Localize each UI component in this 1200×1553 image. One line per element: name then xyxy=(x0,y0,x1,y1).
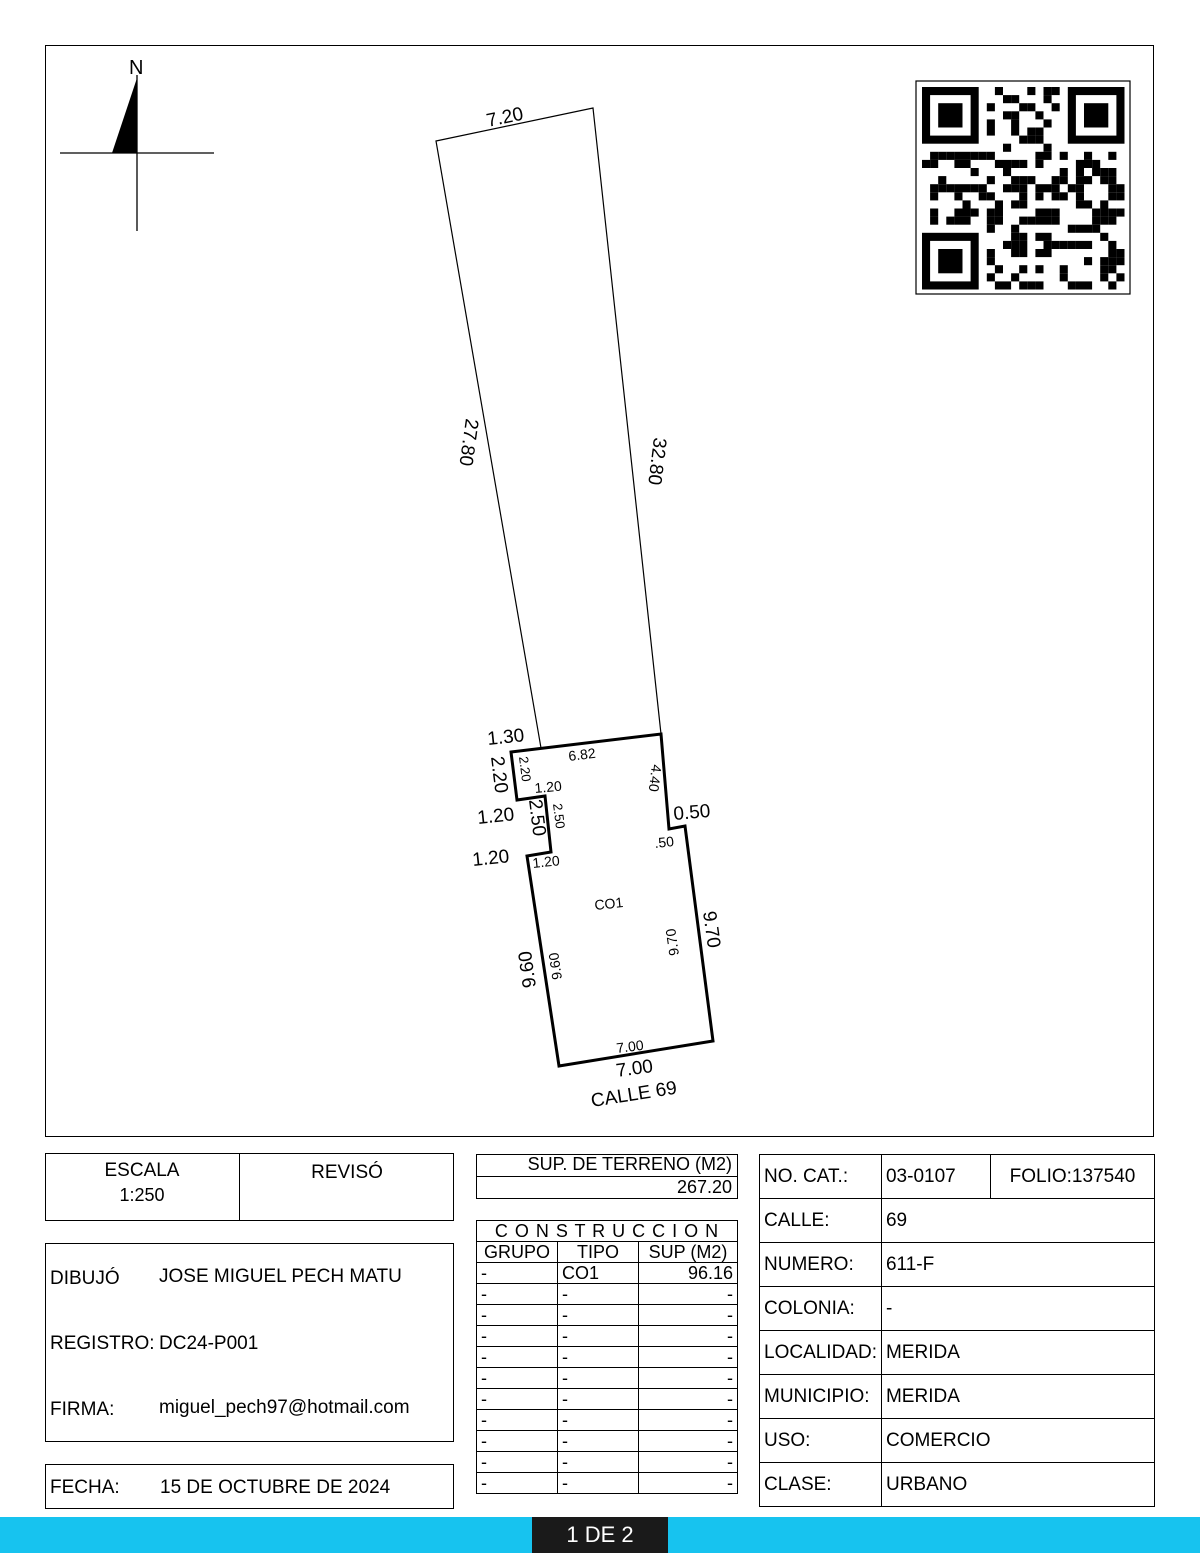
table-cell: - xyxy=(477,1347,558,1368)
dim-right-long: 32.80 xyxy=(643,436,670,487)
table-cell: - xyxy=(477,1284,558,1305)
location-value: COMERCIO xyxy=(881,1419,1154,1463)
table-cell: - xyxy=(477,1326,558,1347)
table-cell: - xyxy=(477,1389,558,1410)
location-value: - xyxy=(881,1287,1154,1331)
nocat-value: 03-0107 xyxy=(881,1155,990,1199)
north-arrow-icon xyxy=(60,75,214,231)
table-cell: - xyxy=(639,1347,738,1368)
location-rows xyxy=(760,1199,1155,1507)
firma-label: FIRMA: xyxy=(50,1399,115,1420)
dim-left-long: 27.80 xyxy=(454,417,482,468)
table-cell: - xyxy=(558,1305,639,1326)
table-cell: 96.16 xyxy=(639,1263,738,1284)
table-row xyxy=(477,1368,738,1389)
location-row xyxy=(760,1331,1155,1375)
table-cell: - xyxy=(639,1410,738,1431)
table-cell: - xyxy=(558,1368,639,1389)
table-cell: - xyxy=(558,1452,639,1473)
table-cell: - xyxy=(639,1326,738,1347)
dibujo-label: DIBUJÓ xyxy=(50,1268,120,1289)
table-cell: - xyxy=(558,1326,639,1347)
table-row xyxy=(477,1410,738,1431)
dim-700-out: 7.00 xyxy=(614,1056,655,1082)
dim-120-b: 1.20 xyxy=(476,804,516,829)
table-row xyxy=(477,1431,738,1452)
table-cell: - xyxy=(639,1284,738,1305)
table-cell: - xyxy=(558,1347,639,1368)
table-row xyxy=(477,1326,738,1347)
dim-250-out: 2.50 xyxy=(524,798,550,838)
table-cell: - xyxy=(477,1368,558,1389)
lot-outline xyxy=(436,108,713,1066)
reviso-label: REVISÓ xyxy=(311,1162,383,1183)
dim-220-out: 2.20 xyxy=(486,755,512,795)
table-cell: - xyxy=(558,1284,639,1305)
location-value: 611-F xyxy=(881,1243,1154,1287)
dim-970-in: 9.70 xyxy=(662,927,682,957)
table-cell: - xyxy=(558,1410,639,1431)
location-row xyxy=(760,1243,1155,1287)
dim-960-out: 9.60 xyxy=(515,949,541,990)
location-value: MERIDA xyxy=(881,1331,1154,1375)
table-cell: CO1 xyxy=(558,1263,639,1284)
fecha-value: 15 DE OCTUBRE DE 2024 xyxy=(160,1477,391,1498)
street-label: CALLE 69 xyxy=(589,1077,679,1112)
location-label: COLONIA: xyxy=(760,1287,882,1331)
table-row xyxy=(477,1452,738,1473)
construccion-title: C O N S T R U C C I O N xyxy=(477,1221,738,1242)
dim-050-out: 0.50 xyxy=(672,800,712,825)
scale-label: ESCALA xyxy=(104,1160,180,1181)
table-cell: - xyxy=(639,1452,738,1473)
dim-050-in: .50 xyxy=(653,833,675,851)
header-sup: SUP (M2) xyxy=(639,1242,738,1263)
terreno-label: SUP. DE TERRENO (M2) xyxy=(527,1154,732,1174)
scale-value: 1:250 xyxy=(119,1185,165,1205)
construccion-rows xyxy=(477,1263,738,1494)
construction-label: CO1 xyxy=(593,894,624,913)
dim-top: 7.20 xyxy=(484,103,526,132)
table-cell: - xyxy=(558,1473,639,1494)
table-row xyxy=(477,1347,738,1368)
table-row xyxy=(477,1263,738,1284)
table-cell: - xyxy=(639,1305,738,1326)
table-cell: - xyxy=(477,1473,558,1494)
location-row xyxy=(760,1419,1155,1463)
fecha-label: FECHA: xyxy=(50,1477,120,1498)
table-cell: - xyxy=(558,1389,639,1410)
table-cell: - xyxy=(639,1368,738,1389)
location-row xyxy=(760,1463,1155,1507)
location-value: URBANO xyxy=(881,1463,1154,1507)
dim-440: 4.40 xyxy=(645,763,665,793)
table-row xyxy=(477,1305,738,1326)
dim-120-a: 1.20 xyxy=(533,777,563,796)
location-label: CALLE: xyxy=(760,1199,882,1243)
table-cell: - xyxy=(477,1431,558,1452)
nocat-label: NO. CAT.: xyxy=(760,1155,882,1199)
dim-250-in: 2.50 xyxy=(550,802,568,830)
table-cell: - xyxy=(639,1431,738,1452)
dim-120-c: 1.20 xyxy=(471,846,511,871)
location-label: LOCALIDAD: xyxy=(760,1331,882,1375)
terreno-value: 267.20 xyxy=(676,1177,732,1197)
firma-value: miguel_pech97@hotmail.com xyxy=(159,1397,410,1418)
page-indicator: 1 DE 2 xyxy=(532,1517,668,1553)
table-cell: - xyxy=(477,1452,558,1473)
table-cell: - xyxy=(477,1410,558,1431)
dim-970-out: 9.70 xyxy=(698,909,724,950)
dim-700-in: 7.00 xyxy=(615,1036,645,1056)
location-value: 69 xyxy=(881,1199,1154,1243)
dibujo-value: JOSE MIGUEL PECH MATU xyxy=(159,1266,402,1287)
north-label: N xyxy=(129,57,144,79)
table-cell: - xyxy=(477,1305,558,1326)
location-label: CLASE: xyxy=(760,1463,882,1507)
location-row xyxy=(760,1375,1155,1419)
location-table xyxy=(759,1154,1155,1507)
table-cell: - xyxy=(639,1389,738,1410)
dim-960-in: 9.60 xyxy=(545,951,565,981)
location-row xyxy=(760,1287,1155,1331)
table-row xyxy=(477,1389,738,1410)
location-row xyxy=(760,1199,1155,1243)
dim-220-in: 2.20 xyxy=(516,755,534,783)
table-cell: - xyxy=(558,1431,639,1452)
location-label: MUNICIPIO: xyxy=(760,1375,882,1419)
location-value: MERIDA xyxy=(881,1375,1154,1419)
location-label: NUMERO: xyxy=(760,1243,882,1287)
dim-130: 1.30 xyxy=(486,725,526,750)
construccion-table xyxy=(476,1220,738,1494)
header-grupo: GRUPO xyxy=(477,1242,558,1263)
folio-value: FOLIO:137540 xyxy=(990,1155,1154,1199)
table-cell: - xyxy=(477,1263,558,1284)
table-row xyxy=(477,1473,738,1494)
dim-682: 6.82 xyxy=(567,744,597,764)
table-cell: - xyxy=(639,1473,738,1494)
table-row xyxy=(477,1284,738,1305)
dim-120-d: 1.20 xyxy=(531,852,561,871)
location-label: USO: xyxy=(760,1419,882,1463)
header-tipo: TIPO xyxy=(558,1242,639,1263)
registro-label: REGISTRO: xyxy=(50,1333,155,1354)
registro-value: DC24-P001 xyxy=(159,1333,259,1354)
